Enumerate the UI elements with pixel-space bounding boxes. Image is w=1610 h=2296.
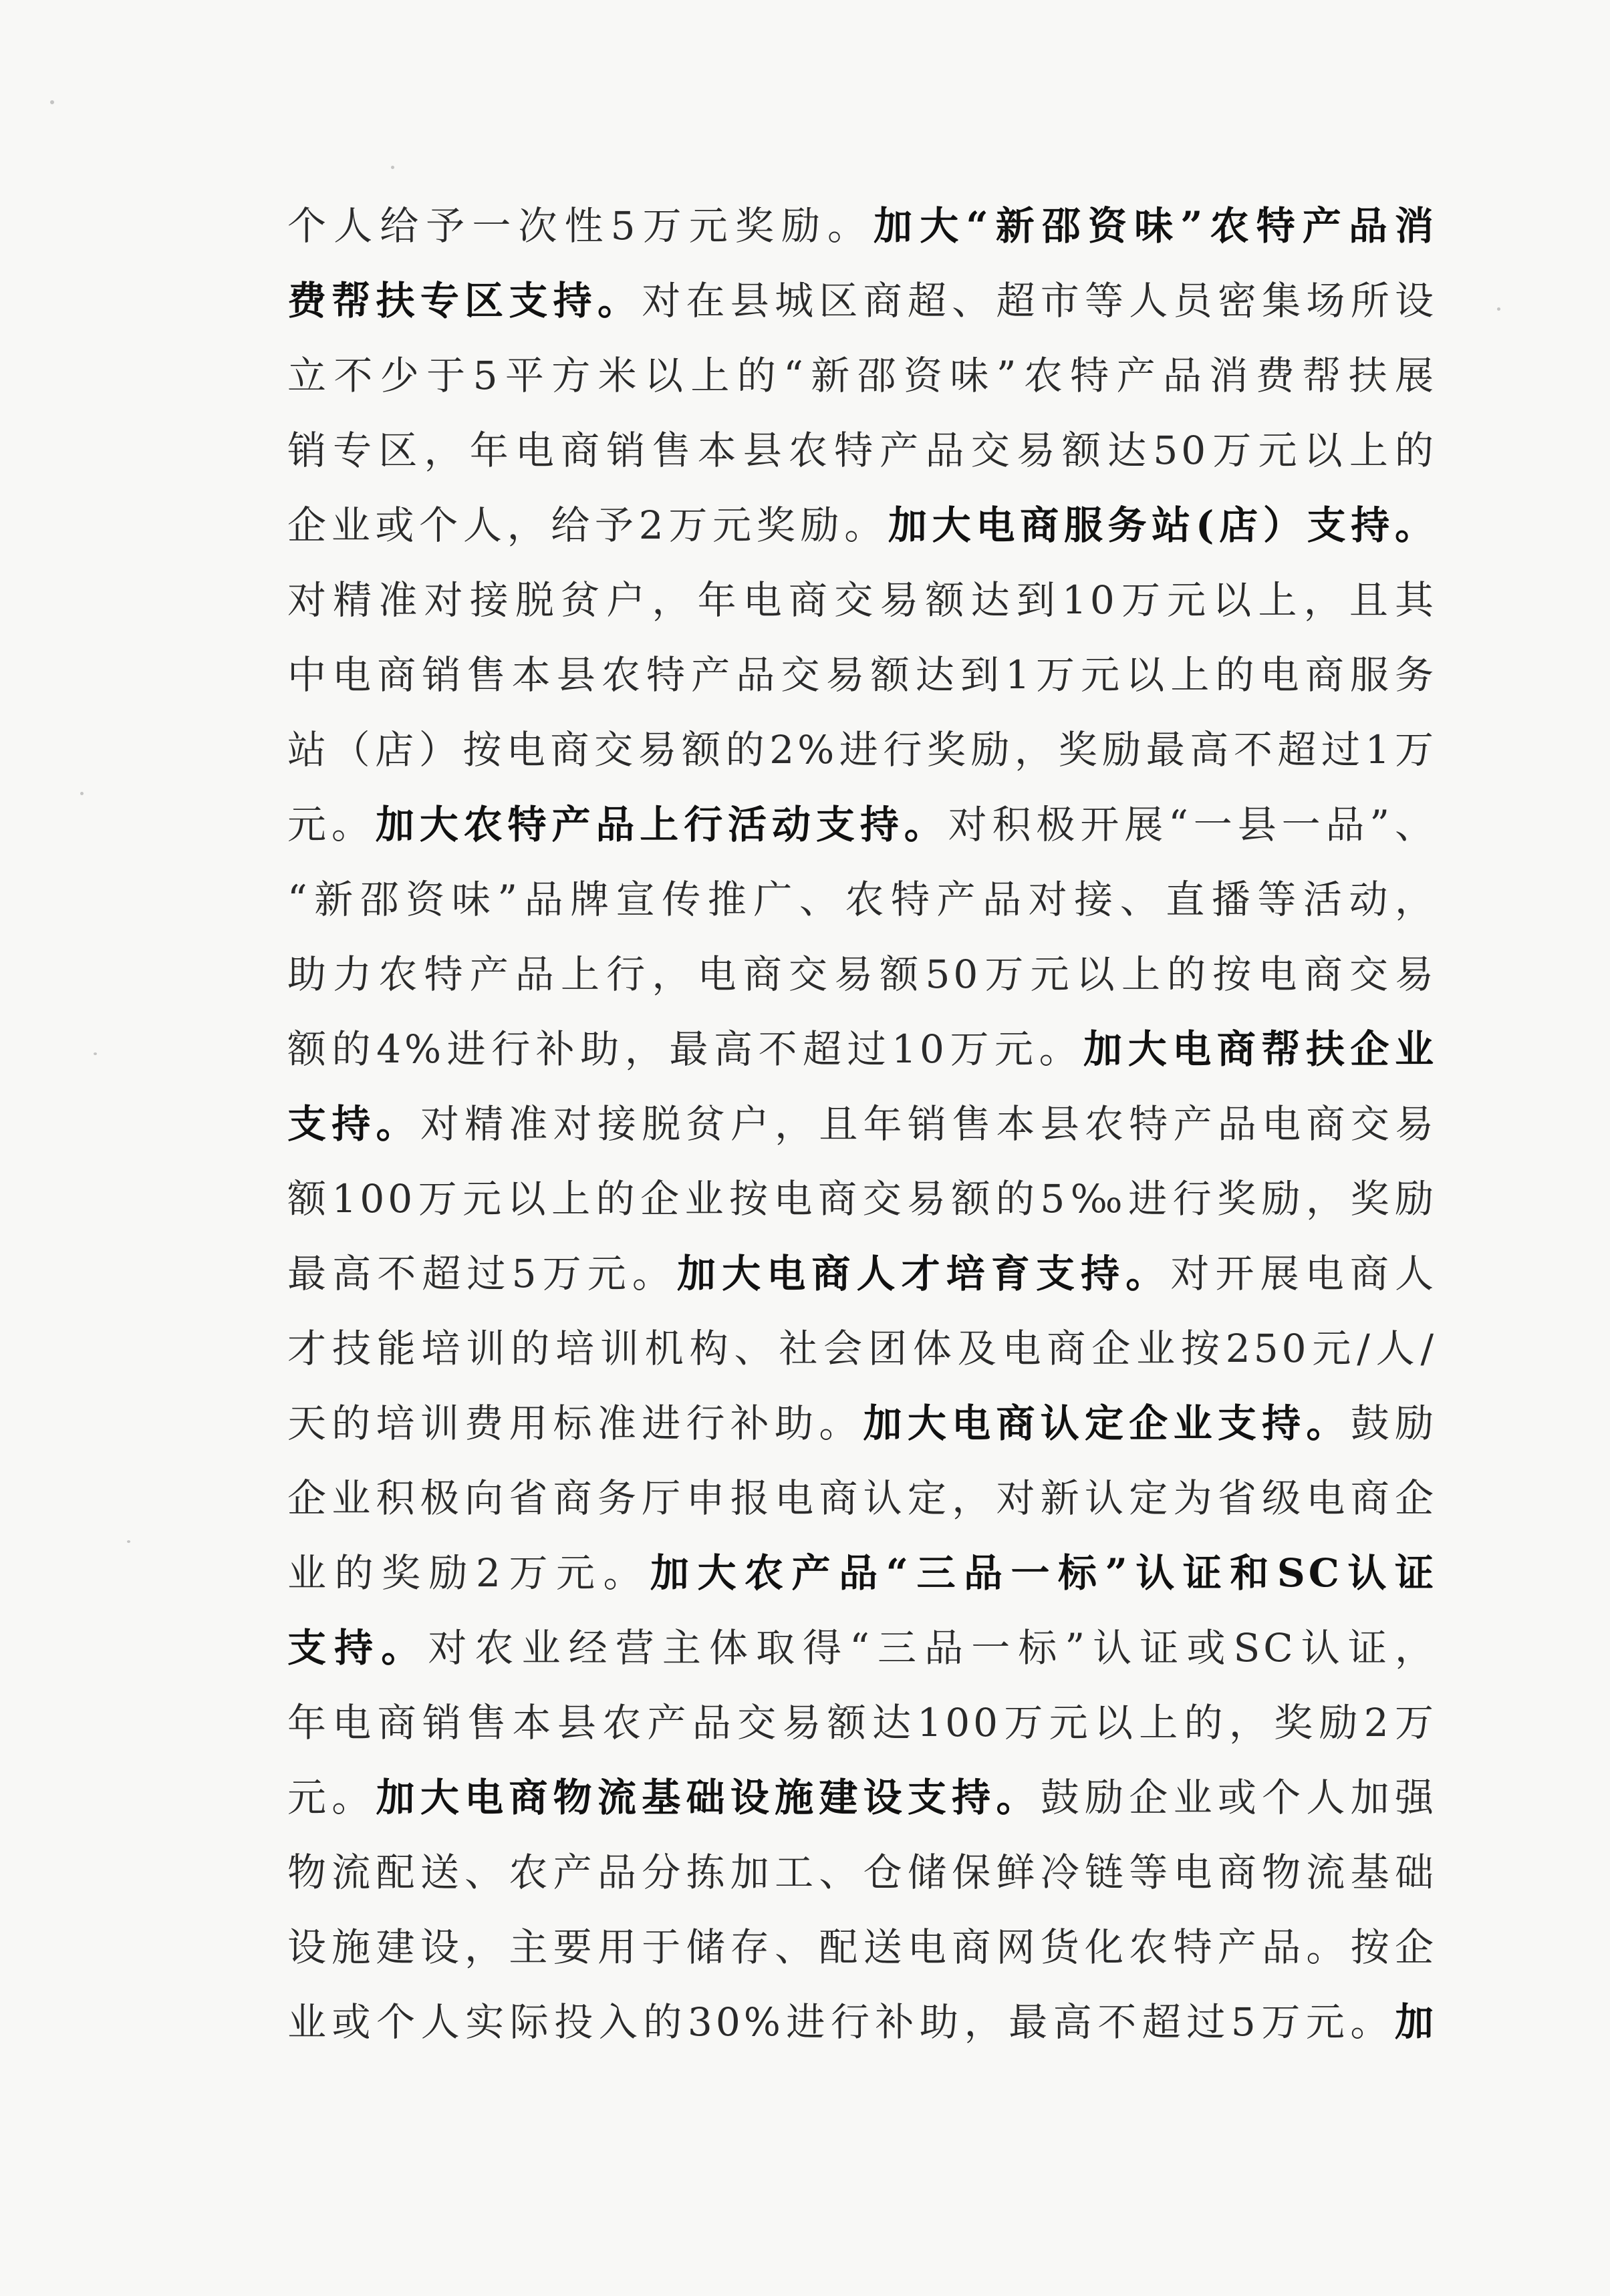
document-body [287,188,1437,2059]
text-line [287,413,1437,488]
text-line [287,1610,1437,1685]
text-line [287,712,1437,787]
bold-heading-segment: 加大电商服务站(店）支持。 [888,503,1438,548]
body-text-segment: 中电商销售本县农特产品交易额达到1万元以上的电商服务 [287,652,1437,698]
text-line [287,563,1437,637]
text-line [287,1311,1437,1386]
bold-heading-segment: 加大“新邵资味”农特产品消 [874,203,1437,249]
body-text-segment: 立不少于5平方米以上的“新邵资味”农特产品消费帮扶展 [287,353,1437,398]
body-text-segment: 元。 [287,802,376,847]
body-text-segment: 物流配送、农产品分拣加工、仓储保鲜冷链等电商物流基础 [287,1850,1437,1895]
text-line [287,1760,1437,1835]
text-line [287,1236,1437,1311]
body-text-segment: 对精准对接脱贫户，且年销售本县农特产品电商交易 [420,1101,1437,1147]
text-line [287,263,1437,338]
text-line [287,1012,1437,1087]
bold-heading-segment: 加大电商物流基础设施建设支持。 [376,1775,1041,1820]
body-text-segment: 才技能培训的培训机构、社会团体及电商企业按250元/人/ [287,1326,1437,1371]
text-line [287,862,1437,937]
bold-heading-segment: 加大电商人才培育支持。 [677,1251,1171,1296]
body-text-segment: 对积极开展“一县一品”、 [948,802,1437,847]
body-text-segment: 业或个人实际投入的30%进行补助，最高不超过5万元。 [287,1999,1395,2045]
body-text-segment: 企业或个人，给予2万元奖励。 [287,503,888,548]
scan-speck [94,1052,97,1055]
body-text-segment: 助力农特产品上行，电商交易额50万元以上的按电商交易 [287,952,1437,997]
bold-heading-segment: 支持。 [287,1101,420,1147]
scan-speck [80,792,84,795]
bold-heading-segment: 加大电商帮扶企业 [1083,1026,1437,1072]
body-text-segment: 鼓励 [1350,1401,1437,1446]
body-text-segment: 天的培训费用标准进行补助。 [287,1401,863,1446]
text-line [287,338,1437,413]
text-line [287,937,1437,1012]
text-line [287,1161,1437,1236]
text-line [287,1835,1437,1910]
text-line [287,1985,1437,2059]
body-text-segment: 鼓励企业或个人加强 [1040,1775,1437,1820]
bold-heading-segment: 支持。 [287,1625,428,1671]
body-text-segment: 对农业经营主体取得“三品一标”认证或SC认证， [428,1625,1437,1671]
body-text-segment: 业的奖励2万元。 [287,1550,651,1596]
body-text-segment: 对精准对接脱贫户，年电商交易额达到10万元以上，且其 [287,577,1437,623]
body-text-segment: 个人给予一次性5万元奖励。 [287,203,874,249]
body-text-segment: 元。 [287,1775,376,1820]
text-line [287,787,1437,862]
text-line [287,1461,1437,1536]
bold-heading-segment: 加 [1394,1999,1437,2045]
body-text-segment: 年电商销售本县农产品交易额达100万元以上的，奖励2万 [287,1700,1437,1745]
body-text-segment: 最高不超过5万元。 [287,1251,678,1296]
scan-speck [1497,307,1500,311]
body-text-segment: 对在县城区商超、超市等人员密集场所设 [642,278,1437,323]
bold-heading-segment: 加大农产品“三品一标”认证和SC认证 [650,1550,1437,1596]
scan-speck [50,100,54,104]
scan-speck [391,166,394,169]
text-line [287,488,1437,563]
text-line [287,637,1437,712]
text-line [287,1910,1437,1985]
body-text-segment: 企业积极向省商务厅申报电商认定，对新认定为省级电商企 [287,1475,1437,1521]
text-line [287,1087,1437,1161]
text-line [287,1386,1437,1461]
bold-heading-segment: 加大农特产品上行活动支持。 [375,802,948,847]
body-text-segment: 销专区，年电商销售本县农特产品交易额达50万元以上的 [287,428,1437,473]
bold-heading-segment: 加大电商认定企业支持。 [863,1401,1351,1446]
scan-speck [127,1540,130,1543]
body-text-segment: 对开展电商人 [1170,1251,1437,1296]
text-line [287,1536,1437,1610]
body-text-segment: 额的4%进行补助，最高不超过10万元。 [287,1026,1084,1072]
text-line [287,188,1437,263]
body-text-segment: “新邵资味”品牌宣传推广、农特产品对接、直播等活动， [287,877,1437,922]
text-line [287,1685,1437,1760]
body-text-segment: 设施建设，主要用于储存、配送电商网货化农特产品。按企 [287,1924,1437,1970]
bold-heading-segment: 费帮扶专区支持。 [287,278,642,323]
body-text-segment: 站（店）按电商交易额的2%进行奖励，奖励最高不超过1万 [287,727,1437,772]
body-text-segment: 额100万元以上的企业按电商交易额的5‰进行奖励，奖励 [287,1176,1437,1222]
